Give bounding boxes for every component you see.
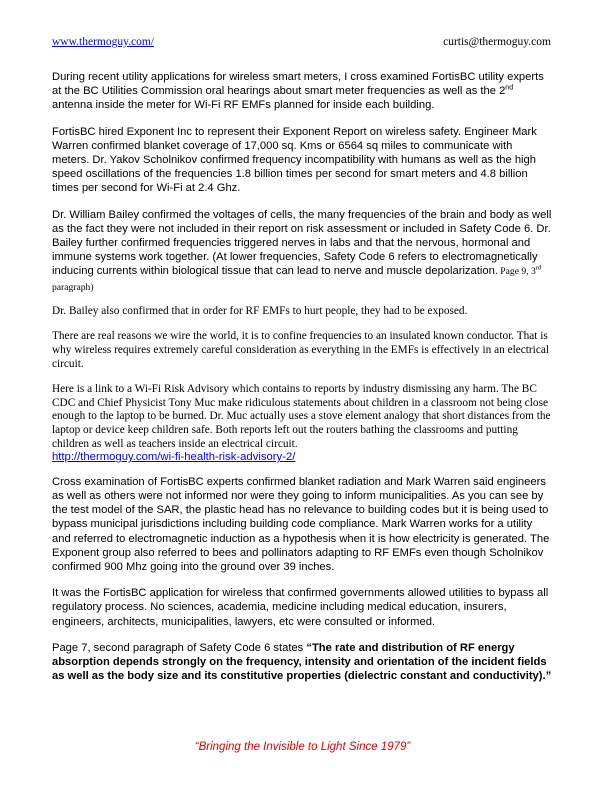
p3-page-ref: Page 9, 3 [497,266,536,278]
document-body [52,70,552,695]
p9-intro: Page 7, second paragraph of Safety Code 6 states [52,641,307,654]
paragraph-regulatory: It was the FortisBC application for wireless that confirmed governments allowed utilities to bypass all regulatory process. No sciences, academia, medicine including medical education, insurers, engineers, architects, municipalities, lawyers, etc were consulted or informed. [52,587,549,628]
p1-superscript: nd [505,84,514,92]
paragraph-wifi-advisory [52,383,552,465]
footer-tagline: “Bringing the Invisible to Light Since 1979” [194,741,411,753]
paragraph-wiring: There are real reasons we wire the world, it is to confine frequencies to an insulated known conductor. That is why wireless requires extremely careful consideration as everything in the EMFs is effectively in an electrical circuit. [52,330,549,370]
paragraph-exponent-report: FortisBC hired Exponent Inc to represent their Exponent Report on wireless safety. Engineer Mark Warren confirmed blanket coverage of 17,000 sq. Kms or 6564 sq miles to communicate with meters. Dr. Yakov Scholnikov confirmed frequency incompatibility with humans as well as the high speed oscillations of the frequencies 1.8 billion times per second for smart meters and 4.8 billion times per second for Wi-Fi at 2.4 Ghz. [52,125,537,195]
wifi-advisory-link[interactable]: http://thermoguy.com/wi-fi-health-risk-advisory-2/ [52,451,296,464]
paragraph-smart-meters [52,70,552,113]
p1-text-b: antenna inside the meter for Wi-Fi RF EMFs planned for inside each building. [52,99,435,112]
header-email: curtis@thermoguy.com [443,36,551,48]
header-website-link[interactable]: www.thermoguy.com/ [52,36,154,48]
p6-text: Here is a link to a Wi-Fi Risk Advisory which contains to reports by industry dismissing any harm. The BC CDC and Chief Physicist Tony Muc make ridiculous statements about children in a classroom not being close enough to the laptop to be burned. Dr. Muc actually uses a stove element analogy that short distances from the laptop or device keep children safe. Both reports left out the routers bathing the classrooms and putting children as well as teachers inside an electrical circuit. [52,383,551,450]
paragraph-exposure: Dr. Bailey also confirmed that in order for RF EMFs to hurt people, they had to be exposed. [52,304,468,317]
p3-text-a: Dr. William Bailey confirmed the voltages of cells, the many frequencies of the brain and body as well as the fact they were not included in their report on risk assessment or included in Safety Code 6. Dr. Bailey further confirmed frequencies triggered nerves in labs and that the nervous, hormonal and immune systems work together. (At lower frequencies, Safety Code 6 refers to electromagnetically inducing currents within biological tissue that can lead to nerve and muscle depolarization. [52,208,552,278]
p3-superscript: rd [535,264,542,272]
paragraph-bailey [52,208,552,295]
paragraph-cross-examination: Cross examination of FortisBC experts confirmed blanket radiation and Mark Warren said engineers as well as others were not informed nor were they going to inform municipalities. As you can see by the test model of the SAR, the plastic head has no relevance to building codes but it is being used to bypass municipal jurisdictions including building code compliance. Mark Warren works for a utility and referred to electromagnetic induction as a hypothesis when it is how electricity is generated. The Exponent group also referred to bees and pollinators adapting to RF EMFs even though Scholnikov confirmed 900 Mhz going into the ground over 39 inches. [52,475,550,573]
p3-page-ref-end: paragraph) [52,281,94,293]
p1-text-a: During recent utility applications for wireless smart meters, I cross examined FortisBC utility experts at the BC Utilities Commission oral hearings about smart meter frequencies as well as the 2 [52,71,544,98]
paragraph-safety-code-quote [52,641,552,684]
p9-quote: “The rate and distribution of RF energy absorption depends strongly on the frequency, intensity and orientation of the incident fields as well as the body size and its constitutive properties (dielectric constant and conductivity).” [52,641,552,683]
